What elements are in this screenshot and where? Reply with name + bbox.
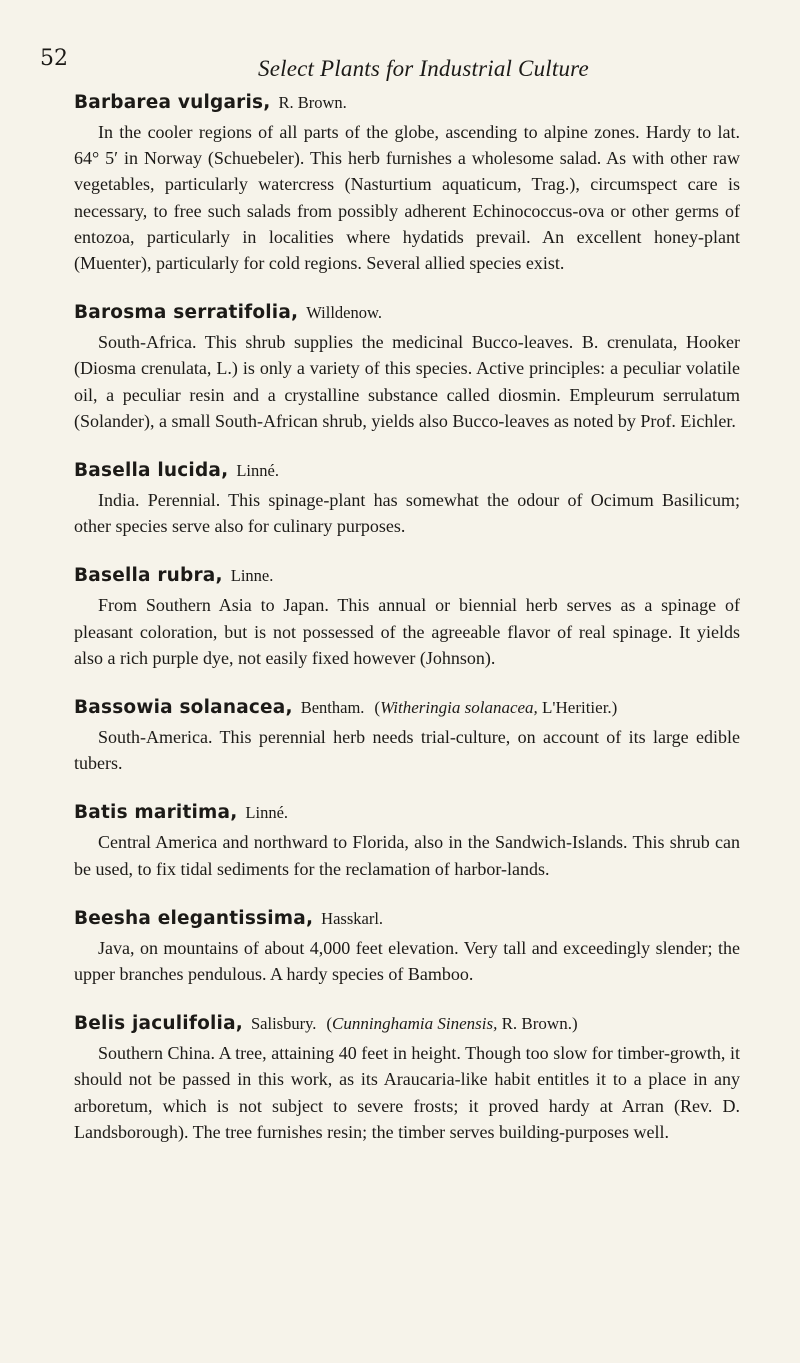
entry-heading xyxy=(74,90,740,117)
species-authority: Linné. xyxy=(236,461,279,481)
entry-heading xyxy=(74,563,740,590)
synonym-open: ( xyxy=(326,1014,333,1034)
entry-basella-rubra xyxy=(74,563,740,671)
entry-heading xyxy=(74,1011,740,1038)
entry-description: In the cooler regions of all parts of the globe, ascending to alpine zones. Hardy to lat. 64° 5′ in Norway (Schuebeler). This herb furnishes a wholesome salad. As with other raw vegetables, particularly watercress (Nasturtium aquaticum, Trag.), circumspect care is necessary, to free such salads from possibly adherent Echinococcus-ova or other germs of entozoa, particularly in localities where hydatids prevail. An excellent honey-plant (Muenter), particularly for cold regions. Several allied species exist. xyxy=(74,122,740,274)
species-synonym xyxy=(374,698,617,717)
species-authority: Salisbury. xyxy=(250,1014,317,1034)
species-name: Belis jaculifolia, xyxy=(74,1013,243,1035)
species-authority: Linne. xyxy=(230,566,274,586)
entry-description: South-Africa. This shrub supplies the medicinal Bucco-leaves. B. crenulata, Hooker (Diosma crenulata, L.) is only a variety of this species. Active principles: a peculiar volatile oil, a peculiar resin and a crystalline substance called diosmin. Empleurum serrulatum (Solander), a small South-African shrub, yields also Bucco-leaves as noted by Prof. Eichler. xyxy=(74,332,740,431)
species-name: Basella lucida, xyxy=(74,460,229,482)
page-number: 52 xyxy=(40,46,68,71)
species-authority: Hasskarl. xyxy=(321,908,384,928)
entry-barosma-serratifolia xyxy=(74,300,740,434)
entry-description: Java, on mountains of about 4,000 feet elevation. Very tall and exceedingly slender; the upper branches pendulous. A hardy species of Bamboo. xyxy=(74,937,740,985)
synonym-authority: R. Brown.) xyxy=(497,1014,578,1034)
entry-description: Central America and northward to Florida, also in the Sandwich-Islands. This shrub can be used, to fix tidal sediments for the reclamation of harbor-lands. xyxy=(74,832,740,879)
synonym-name: Witheringia solanacea, xyxy=(380,698,538,718)
species-name: Basella rubra, xyxy=(74,565,223,587)
species-name: Beesha elegantissima, xyxy=(74,907,314,929)
entry-list xyxy=(74,90,740,1169)
entry-heading xyxy=(74,906,740,933)
entry-belis-jaculifolia xyxy=(74,1011,740,1145)
synonym-authority: L'Heritier.) xyxy=(537,698,618,718)
entry-heading xyxy=(74,458,740,485)
entry-heading xyxy=(74,695,740,722)
synonym-name: Cunninghamia Sinensis, xyxy=(332,1014,498,1034)
entry-description: India. Perennial. This spinage-plant has somewhat the odour of Ocimum Basilicum; other species serve also for culinary purposes. xyxy=(74,490,740,537)
entry-beesha-elegantissima xyxy=(74,906,740,987)
species-name: Barosma serratifolia, xyxy=(74,302,299,324)
entry-bassowia-solanacea xyxy=(74,695,740,776)
running-head: Select Plants for Industrial Culture xyxy=(258,56,589,81)
entry-batis-maritima xyxy=(74,800,740,881)
entry-description: From Southern Asia to Japan. This annual or biennial herb serves as a spinage of pleasant coloration, but is not possessed of the agreeable flavor of real spinage. It yields also a rich purple dye, not easily fixed however (Johnson). xyxy=(74,595,740,668)
synonym-open: ( xyxy=(374,698,381,718)
species-synonym xyxy=(326,1014,577,1033)
species-name: Bassowia solanacea, xyxy=(74,697,293,719)
species-authority: Linné. xyxy=(245,803,289,823)
entry-description: Southern China. A tree, attaining 40 feet in height. Though too slow for timber-growth, it should not be passed in this work, as its Araucaria-like habit entitles it to a place in any arboretum, which is not subject to severe frosts; it proved hardy at Arran (Rev. D. Landsborough). The tree furnishes resin; the timber serves building-purposes well. xyxy=(74,1043,740,1142)
entry-heading xyxy=(74,300,740,327)
species-authority: R. Brown. xyxy=(278,93,347,112)
entry-barbarea-vulgaris xyxy=(74,90,740,276)
entry-heading xyxy=(74,800,740,827)
species-name: Barbarea vulgaris, xyxy=(74,92,271,113)
entry-basella-lucida xyxy=(74,458,740,539)
species-authority: Willdenow. xyxy=(306,303,382,323)
entry-description: South-America. This perennial herb needs trial-culture, on account of its large edible tubers. xyxy=(74,727,740,774)
species-authority: Bentham. xyxy=(300,698,365,718)
species-name: Batis maritima, xyxy=(74,802,238,824)
